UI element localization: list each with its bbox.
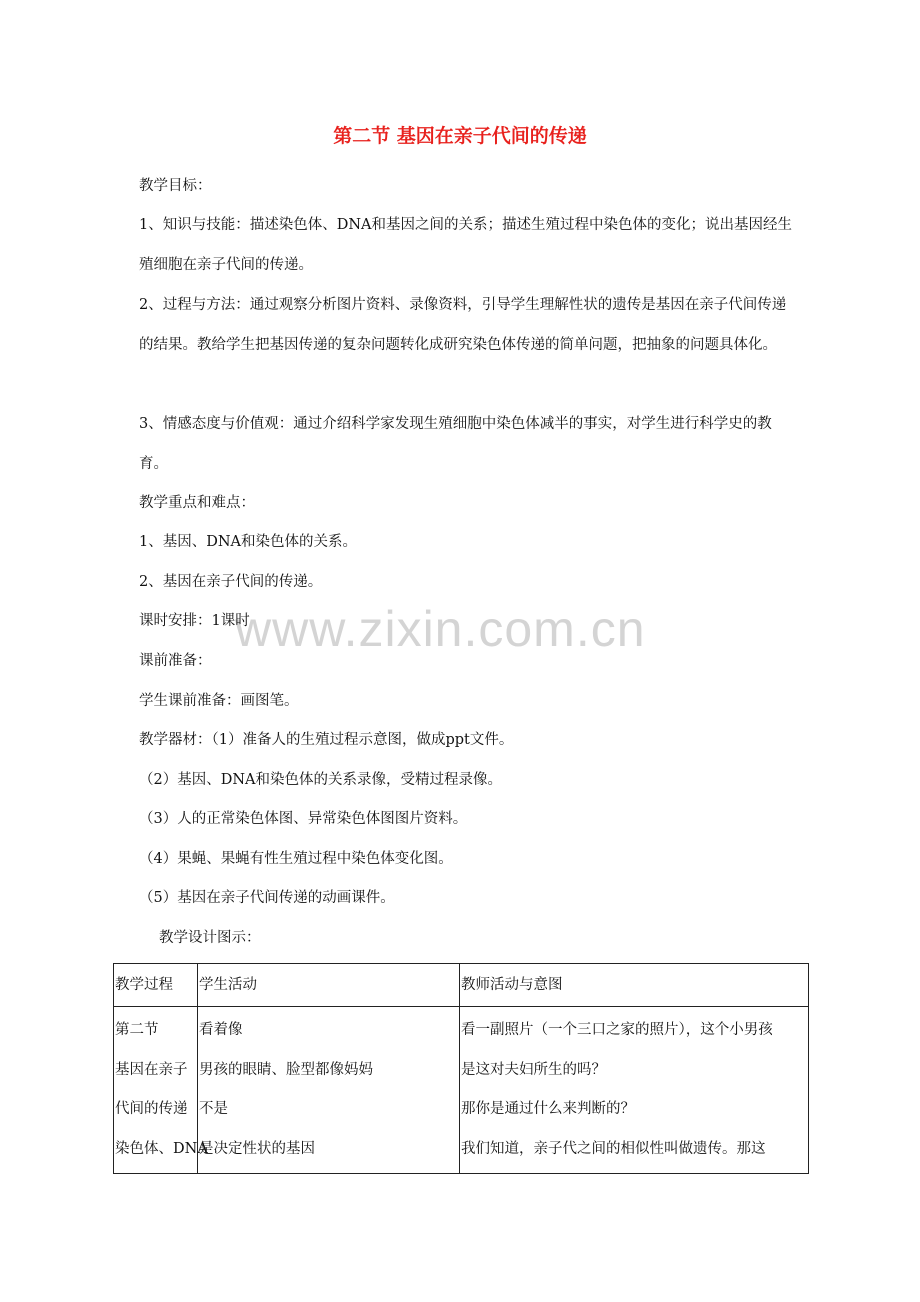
header-student-activity: 学生活动 bbox=[198, 964, 460, 1007]
cell-teaching-process bbox=[114, 1007, 208, 1174]
table-row bbox=[114, 1007, 809, 1174]
cell-line: 代间的传递 bbox=[115, 1101, 188, 1117]
cell-line: 不是 bbox=[199, 1101, 228, 1117]
paragraph-equipment-3: （3）人的正常染色体图、异常染色体图图片资料。 bbox=[139, 811, 468, 827]
paragraph-equipment-5: （5）基因在亲子代间传递的动画课件。 bbox=[139, 890, 395, 906]
cell-line: 看着像 bbox=[199, 1022, 243, 1038]
cell-line: 是这对夫妇所生的吗？ bbox=[461, 1061, 606, 1078]
paragraph-equipment-1: 教学器材：（1）准备人的生殖过程示意图，做成ppt文件。 bbox=[139, 732, 514, 748]
teaching-design-table bbox=[113, 963, 809, 1174]
paragraph-equipment-4: （4）果蝇、果蝇有性生殖过程中染色体变化图。 bbox=[139, 851, 453, 867]
watermark: www.zixin.com.cn bbox=[235, 601, 646, 657]
cell-line: 那你是通过什么来判断的？ bbox=[461, 1101, 635, 1117]
cell-line: 基因在亲子 bbox=[115, 1061, 188, 1078]
header-teacher-activity: 教师活动与意图 bbox=[460, 964, 809, 1007]
cell-line: 我们知道，亲子代之间的相似性叫做遗传。那这 bbox=[461, 1140, 766, 1157]
cell-line: 染色体、DNA bbox=[115, 1140, 208, 1157]
table-header-row bbox=[114, 964, 809, 1007]
paragraph-key-points-heading: 教学重点和难点： bbox=[139, 495, 255, 511]
paragraph-equipment-2: （2）基因、DNA和染色体的关系录像，受精过程录像。 bbox=[139, 772, 503, 788]
header-teaching-process: 教学过程 bbox=[114, 964, 198, 1007]
paragraph-preparation-heading: 课前准备： bbox=[139, 653, 212, 669]
paragraph-design-heading: 教学设计图示： bbox=[159, 930, 261, 946]
cell-line: 男孩的眼睛、脸型都像妈妈 bbox=[199, 1061, 373, 1078]
paragraph-goal-2: 2、过程与方法：通过观察分析图片资料、录像资料，引导学生理解性状的遗传是基因在亲子代间传递的结果。教给学生把基因传递的复杂问题转化成研究染色体传递的简单问题，把抽象的问题具体化。 bbox=[139, 297, 787, 353]
cell-line: 是决定性状的基因 bbox=[199, 1140, 315, 1157]
paragraph-goal-1: 1、知识与技能：描述染色体、DNA和基因之间的关系；描述生殖过程中染色体的变化；说出基因经生殖细胞在亲子代间的传递。 bbox=[139, 217, 793, 273]
cell-line: 看一副照片（一个三口之家的照片），这个小男孩 bbox=[461, 1022, 773, 1038]
paragraph-schedule: 课时安排：1课时 bbox=[139, 613, 250, 629]
cell-teacher-activity bbox=[460, 1007, 809, 1174]
cell-student-activity bbox=[198, 1007, 460, 1174]
page-title: 第二节 基因在亲子代间的传递 bbox=[333, 125, 587, 147]
cell-line: 第二节 bbox=[115, 1022, 159, 1038]
paragraph-goal-3: 3、情感态度与价值观：通过介绍科学家发现生殖细胞中染色体减半的事实，对学生进行科学史的教育。 bbox=[139, 416, 772, 472]
paragraph-key-point-1: 1、基因、DNA和染色体的关系。 bbox=[139, 534, 358, 550]
paragraph-teaching-goals-heading: 教学目标： bbox=[139, 178, 212, 194]
paragraph-key-point-2: 2、基因在亲子代间的传递。 bbox=[139, 574, 323, 590]
paragraph-student-preparation: 学生课前准备：画图笔。 bbox=[139, 693, 299, 709]
